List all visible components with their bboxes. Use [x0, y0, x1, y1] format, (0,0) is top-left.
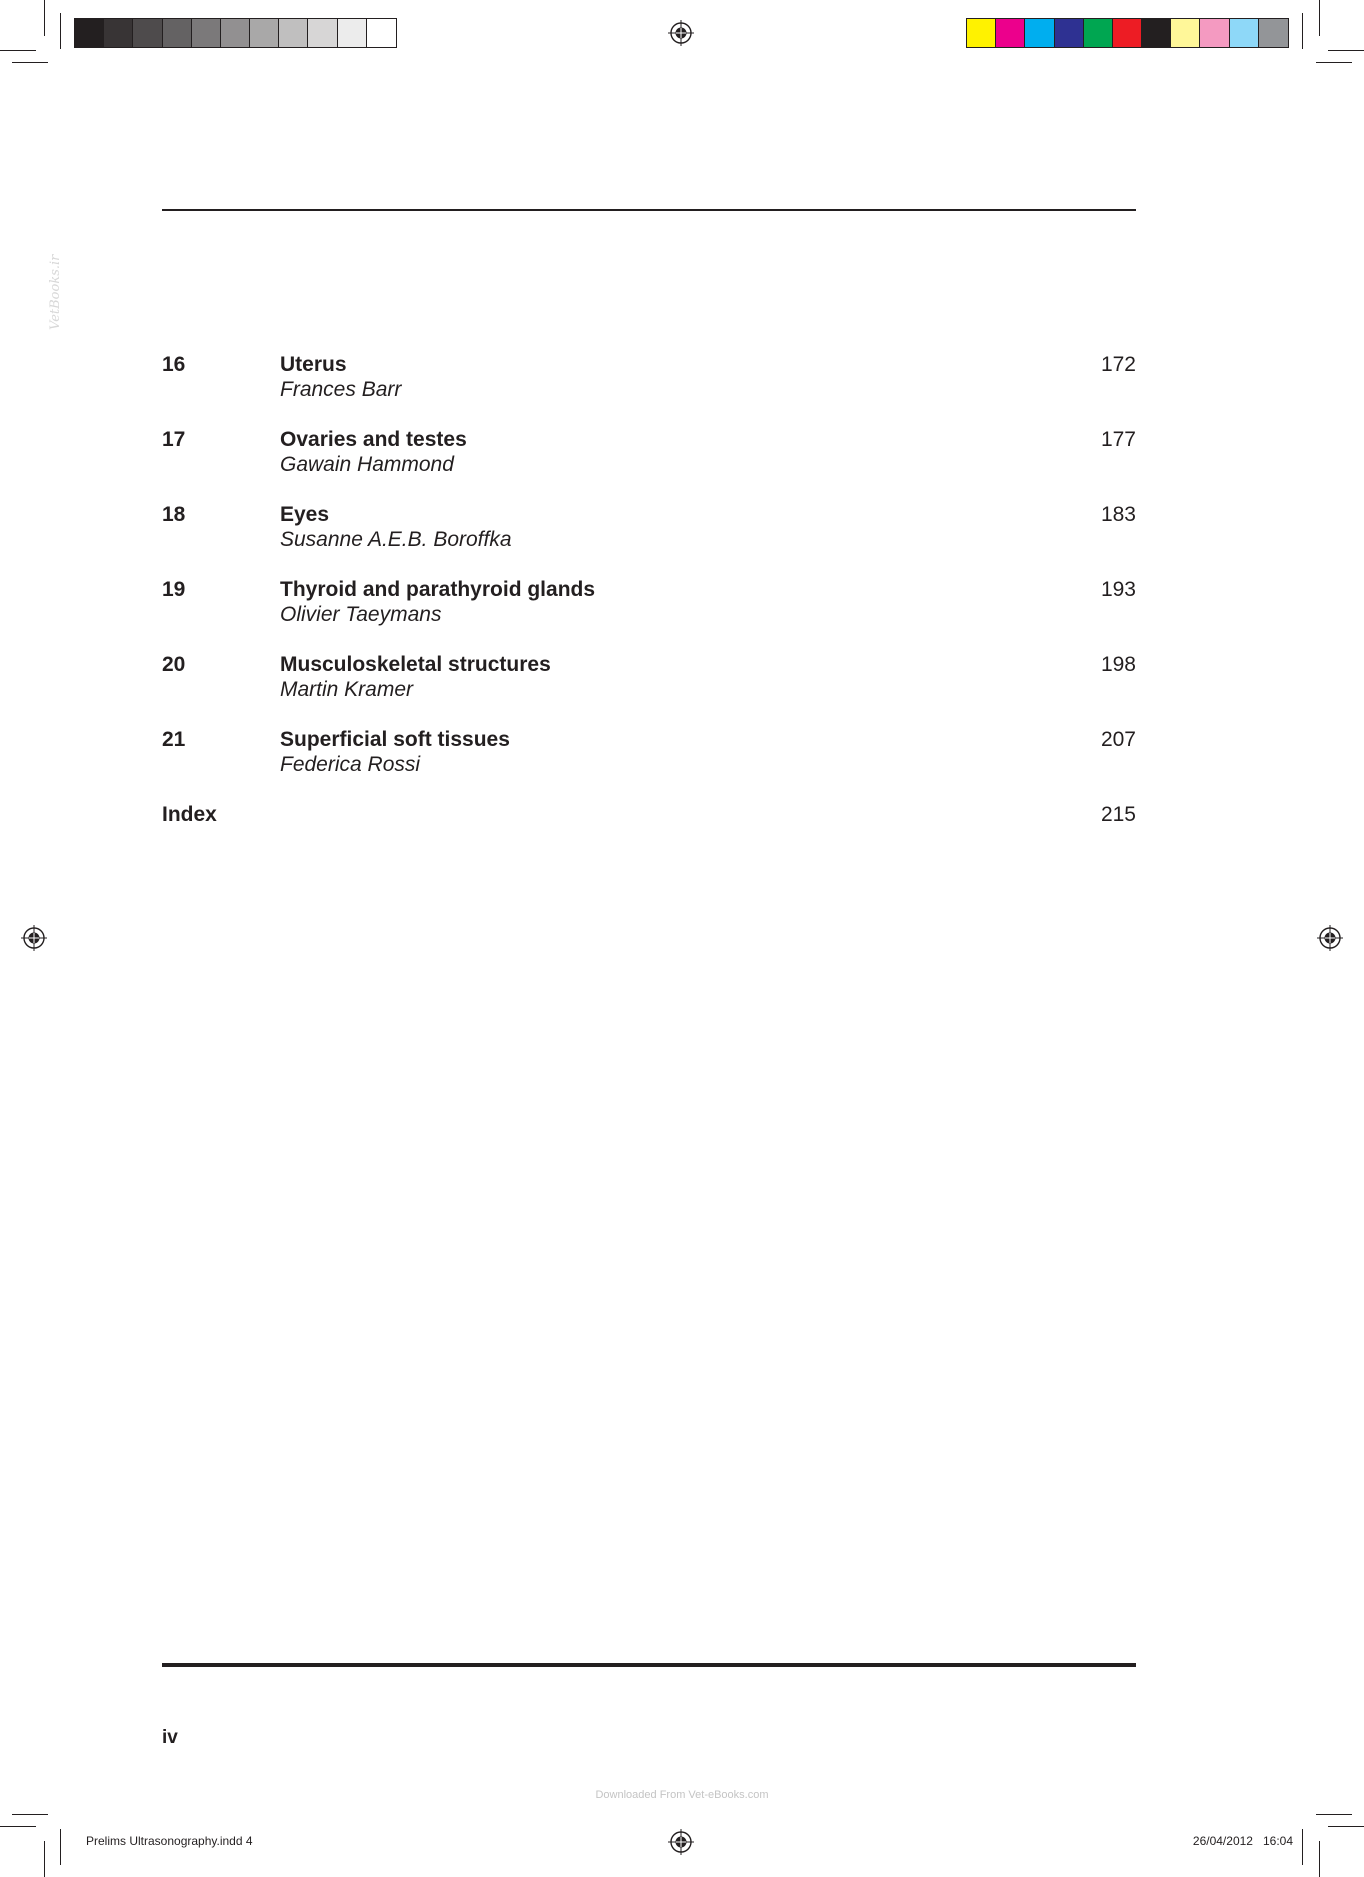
gray-swatch [279, 19, 308, 47]
toc-entry[interactable] [162, 352, 1136, 427]
page-number: 172 [1100, 353, 1136, 376]
page-number: 183 [1100, 503, 1136, 526]
color-swatch [1259, 19, 1288, 47]
page-folio: iv [162, 1727, 178, 1748]
chapter-author: Frances Barr [280, 378, 402, 401]
crop-mark [60, 13, 61, 49]
chapter-author: Olivier Taeymans [280, 603, 442, 626]
chapter-author: Federica Rossi [280, 753, 421, 776]
crop-mark [12, 1814, 48, 1815]
gray-swatch [192, 19, 221, 47]
registration-mark-icon [668, 1829, 694, 1855]
crop-mark [0, 50, 36, 51]
registration-mark-icon [21, 925, 47, 951]
color-swatch [1055, 19, 1084, 47]
slug-filename: Prelims Ultrasonography.indd 4 [86, 1834, 253, 1848]
chapter-number: 17 [162, 428, 186, 451]
gray-swatch [221, 19, 250, 47]
chapter-title: Thyroid and parathyroid glands [280, 578, 596, 601]
crop-mark [44, 1841, 45, 1877]
gray-swatch [75, 19, 104, 47]
registration-mark-icon [668, 20, 694, 46]
gray-swatch [133, 19, 162, 47]
chapter-title: Superficial soft tissues [280, 728, 510, 751]
crop-mark [1316, 62, 1352, 63]
crop-mark [60, 1829, 61, 1865]
chapter-author: Susanne A.E.B. Boroffka [280, 528, 512, 551]
page-number: 215 [1100, 803, 1136, 826]
chapter-number: 18 [162, 503, 186, 526]
chapter-title: Ovaries and testes [280, 428, 467, 451]
toc-entry[interactable] [162, 652, 1136, 727]
watermark: VetBooks.ir [48, 254, 63, 330]
crop-mark [44, 0, 45, 36]
process-color-bar [966, 18, 1289, 48]
chapter-author: Gawain Hammond [280, 453, 454, 476]
chapter-number: 21 [162, 728, 186, 751]
table-of-contents [162, 352, 1136, 877]
color-swatch [996, 19, 1025, 47]
chapter-number: 16 [162, 353, 186, 376]
crop-mark [1328, 50, 1364, 51]
color-swatch [1230, 19, 1259, 47]
registration-mark-icon [1317, 925, 1343, 951]
page-number: 207 [1100, 728, 1136, 751]
crop-mark [1302, 1829, 1303, 1865]
footer-rule [162, 1663, 1136, 1667]
chapter-title: Eyes [280, 503, 330, 526]
toc-entry[interactable] [162, 577, 1136, 652]
chapter-author: Martin Kramer [280, 678, 414, 701]
chapter-number: 19 [162, 578, 186, 601]
crop-mark [1302, 13, 1303, 49]
gray-swatch [250, 19, 279, 47]
crop-mark [1316, 1814, 1352, 1815]
crop-mark [1319, 0, 1320, 36]
gray-swatch [308, 19, 337, 47]
crop-mark [1328, 1826, 1364, 1827]
gray-swatch [104, 19, 133, 47]
toc-index-entry[interactable] [162, 802, 1136, 877]
chapter-title: Musculoskeletal structures [280, 653, 551, 676]
chapter-title: Uterus [280, 353, 347, 376]
color-swatch [1113, 19, 1142, 47]
color-swatch [1025, 19, 1054, 47]
color-swatch [1171, 19, 1200, 47]
slug-datetime: 26/04/2012 16:04 [1192, 1834, 1293, 1848]
gray-swatch [163, 19, 192, 47]
page-number: 177 [1100, 428, 1136, 451]
page-number: 193 [1100, 578, 1136, 601]
header-rule [162, 209, 1136, 211]
gray-swatch [338, 19, 367, 47]
crop-mark [1319, 1841, 1320, 1877]
toc-entry[interactable] [162, 427, 1136, 502]
crop-mark [0, 1826, 36, 1827]
crop-mark [12, 62, 48, 63]
index-label: Index [162, 803, 217, 826]
grayscale-color-bar [74, 18, 397, 48]
download-note: Downloaded From Vet-eBooks.com [595, 1789, 769, 1801]
color-swatch [1142, 19, 1171, 47]
toc-entry[interactable] [162, 502, 1136, 577]
color-swatch [1200, 19, 1229, 47]
toc-entry[interactable] [162, 727, 1136, 802]
chapter-number: 20 [162, 653, 186, 676]
gray-swatch [367, 19, 396, 47]
color-swatch [967, 19, 996, 47]
page-number: 198 [1100, 653, 1136, 676]
color-swatch [1084, 19, 1113, 47]
